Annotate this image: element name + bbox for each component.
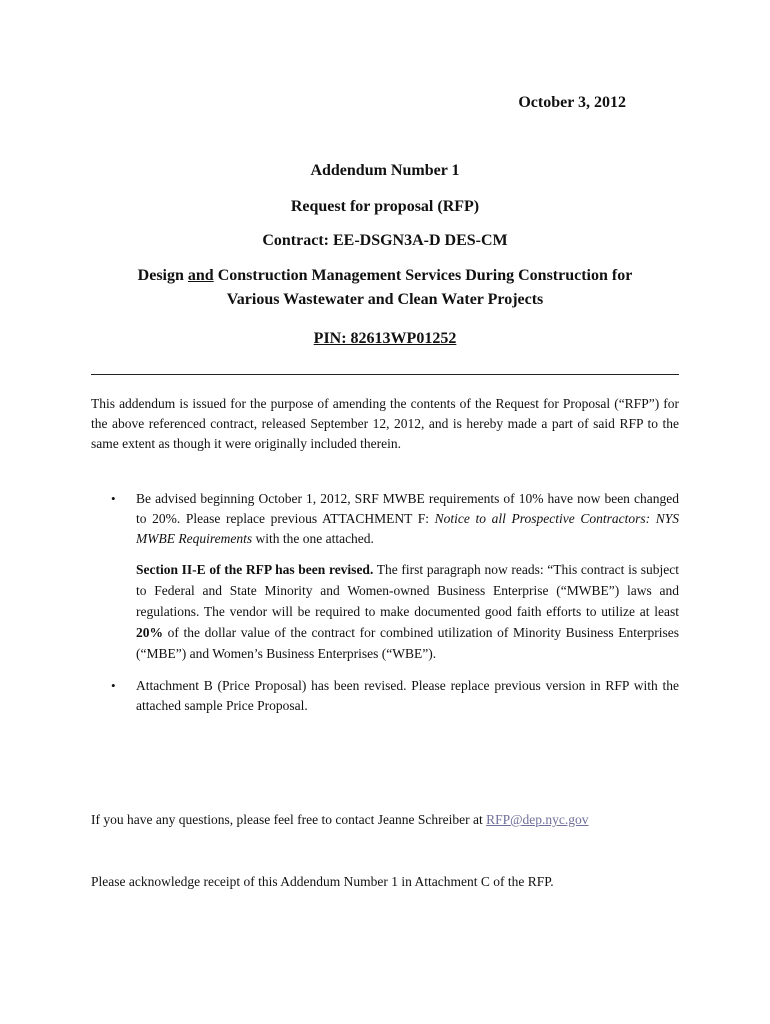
contact-text: If you have any questions, please feel free to contact Jeanne Schreiber at [91, 812, 487, 827]
acknowledge-paragraph: Please acknowledge receipt of this Addendum Number 1 in Attachment C of the RFP. [91, 874, 554, 889]
services-title-line1 [90, 265, 680, 287]
bullet-list [91, 489, 679, 716]
rfp-title: Request for proposal (RFP) [290, 198, 480, 215]
addendum-title: Addendum Number 1 [310, 162, 460, 179]
services-word-and: and [187, 267, 214, 284]
contract-number: Contract: EE-DSGN3A-D DES-CM [262, 232, 508, 249]
bullet-1-text [136, 489, 679, 549]
intro-paragraph: This addendum is issued for the purpose of amending the contents of the Request for Proposal (“RFP”) for the above referenced contract, released September 12, 2012, and is hereby made a part of said RFP to the same extent as though it were originally included therein. [91, 396, 679, 451]
bullet-icon: • [111, 678, 116, 693]
section-revision-body1: The first paragraph now reads: “This contract is subject to Federal and State Minority and Women-owned Business Enterprise (“MWBE”) laws and regulations. The vendor will be required to make documented good faith efforts to utilize at least [136, 562, 679, 619]
pin-text: PIN: 82613WP01252 [313, 330, 457, 347]
horizontal-divider [91, 374, 679, 375]
list-item [91, 489, 679, 664]
contact-paragraph [91, 810, 679, 830]
bullet-2-text: Attachment B (Price Proposal) has been revised. Please replace previous version in RFP with the attached sample Price Proposal. [136, 678, 679, 713]
bullet-icon: • [111, 491, 116, 506]
bullet-1-italic: Notice to all Prospective Contractors: NYS MWBE Requirements [136, 511, 680, 546]
services-title-line2: Various Wastewater and Clean Water Projects [226, 291, 544, 308]
bullet-1-text-after: with the one attached. [252, 531, 374, 546]
pin-number [90, 328, 680, 350]
section-revision-text [136, 559, 679, 664]
services-line1-rest: Construction Management Services During Construction for [217, 267, 633, 284]
email-link[interactable]: RFP@dep.nyc.gov [486, 812, 589, 827]
section-revision-heading: Section II-E of the RFP has been revised. [136, 562, 374, 577]
document-date: October 3, 2012 [518, 94, 626, 111]
section-revision-body2: of the dollar value of the contract for combined utilization of Minority Business Enterprises (“MBE”) and Women’s Business Enterprises (“WBE”). [136, 625, 679, 661]
section-revision-percent: 20% [136, 625, 163, 640]
list-item [91, 676, 679, 716]
bullet-1-text-before: Be advised beginning October 1, 2012, SRF MWBE requirements of 10% have now been changed to 20%. Please replace previous ATTACHMENT F: [136, 491, 679, 526]
services-word-design: Design [137, 267, 184, 284]
